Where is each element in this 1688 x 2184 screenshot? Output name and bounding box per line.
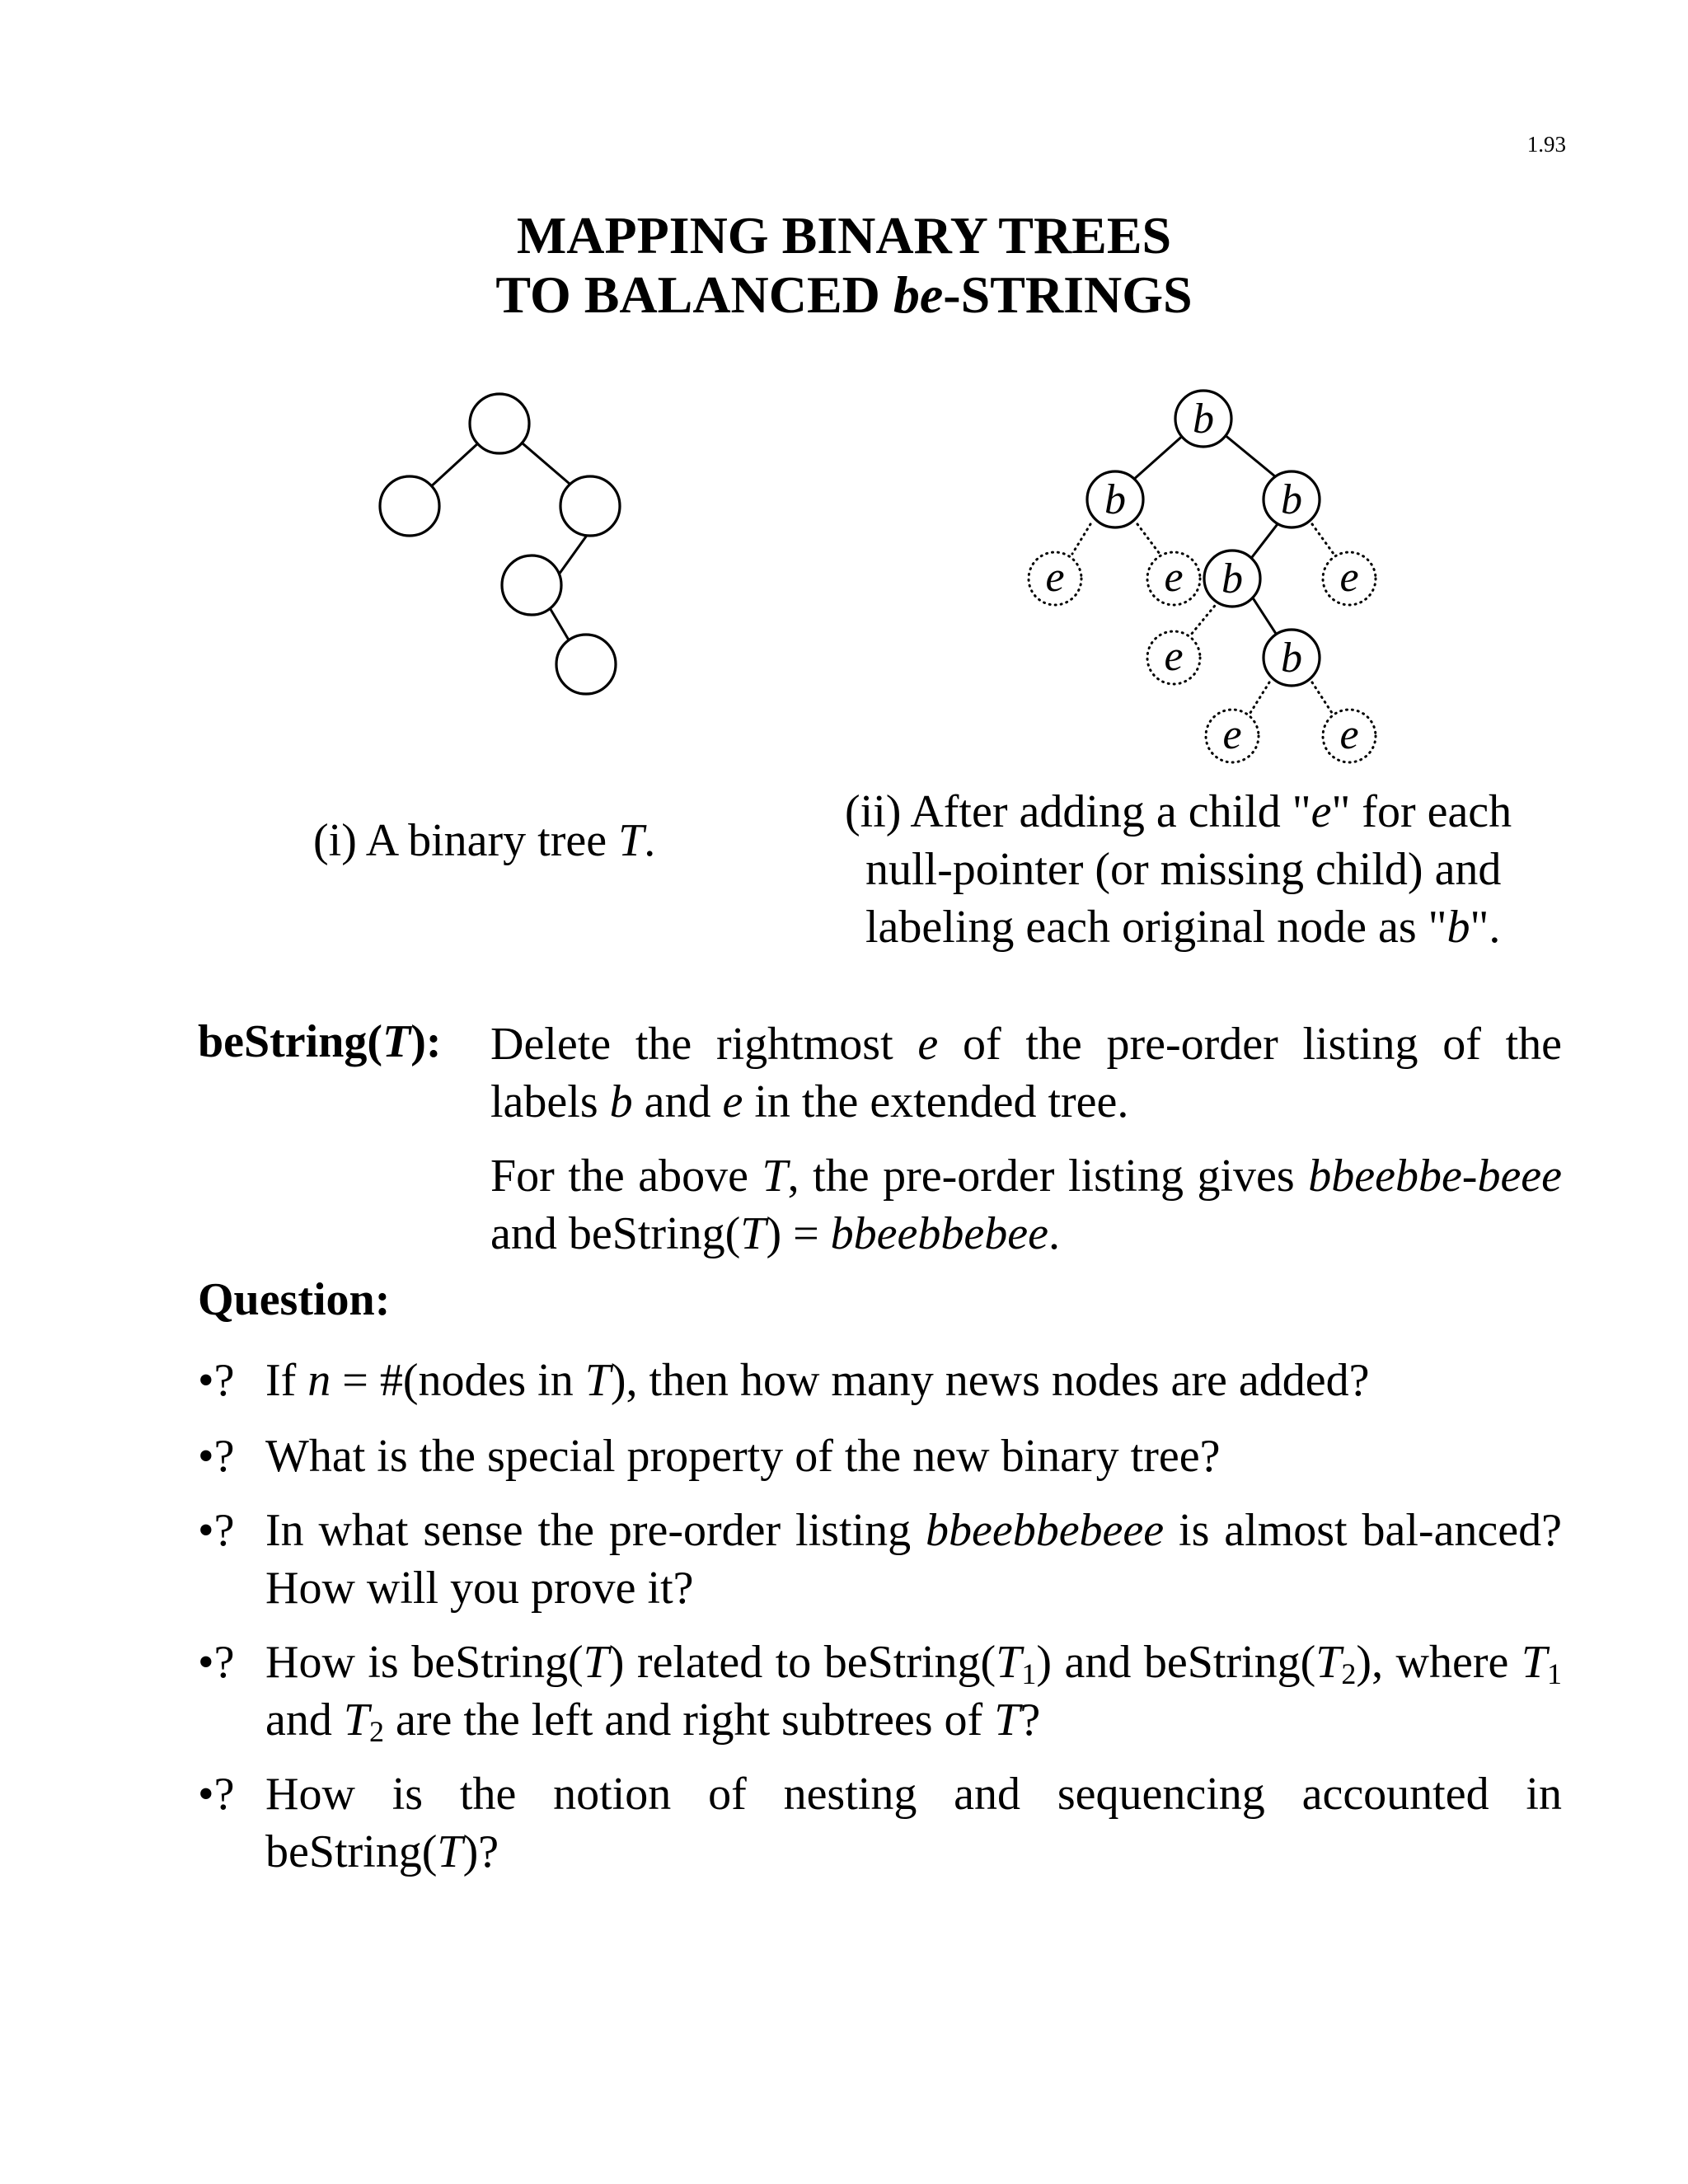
- caption-binary-tree: (i) A binary tree T.: [313, 815, 656, 866]
- bullet-marker: •?: [198, 1637, 235, 1688]
- e-node-label: e: [1339, 554, 1359, 601]
- question-heading: Question:: [198, 1274, 391, 1325]
- definition-paragraph: Delete the rightmost e of the pre-order listing of the labels b and e in the extended tree.: [490, 1019, 1562, 1127]
- question-item: •? In what sense the pre-order listing bbeebbebeee is almost bal-anced? How will you prove it?: [198, 1502, 1562, 1617]
- e-node-label: e: [1164, 633, 1184, 680]
- caption-extended-tree: (ii) After adding a child "e" for each null-pointer (or missing child) and labeling each original node as "b".: [845, 786, 1512, 953]
- example-paragraph: For the above T, the pre-order listing gives bbeebbe-beee and beString(T) = bbeebbebee.: [490, 1151, 1563, 1259]
- b-node-label: b: [1281, 476, 1302, 523]
- question-item: •? How is beString(T) related to $beString(T_1)$ and $beString(T_2)$, where $T_1$ and $T_2$ are the left and right subtrees of T?: [198, 1633, 1562, 1749]
- b-node-label: b: [1193, 396, 1214, 443]
- bullet-marker: •?: [198, 1769, 235, 1820]
- b-node-label: b: [1281, 635, 1302, 682]
- page-title-line-1: MAPPING BINARY TREES: [516, 206, 1172, 265]
- e-node-label: e: [1164, 554, 1184, 601]
- e-node-label: e: [1045, 554, 1065, 601]
- question-item: •? If n = #(nodes in T), then how many news nodes are added?: [198, 1352, 1562, 1409]
- question-item: •? How is the notion of nesting and sequencing accounted in beString(T)?: [198, 1765, 1562, 1881]
- question-item: •? What is the special property of the new binary tree?: [198, 1427, 1562, 1485]
- page-number: 1.93: [1526, 132, 1566, 157]
- bullet-marker: •?: [198, 1505, 235, 1556]
- bullet-marker: •?: [198, 1355, 235, 1406]
- page-title-line-2: TO BALANCED be-STRINGS: [495, 265, 1193, 324]
- e-node-label: e: [1222, 711, 1242, 758]
- bullet-marker: •?: [198, 1431, 235, 1482]
- b-node-label: b: [1221, 555, 1243, 602]
- e-node-label: e: [1339, 711, 1359, 758]
- definition-label: beString(T):: [198, 1016, 442, 1067]
- b-node-label: b: [1104, 476, 1126, 523]
